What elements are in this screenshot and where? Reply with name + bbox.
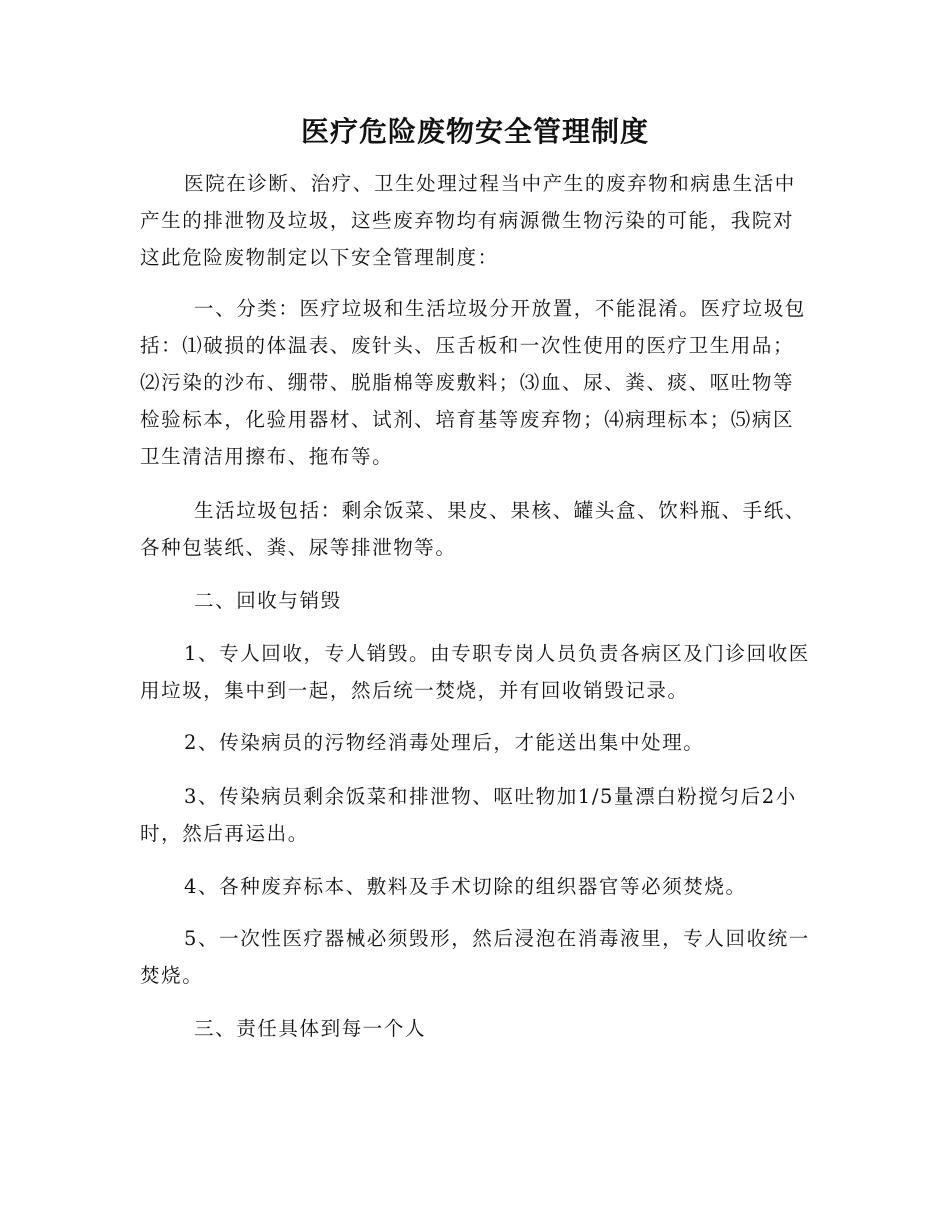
section-recycling-heading: 二、回收与销毁 bbox=[194, 589, 342, 612]
rule-1-paragraph: 1、专人回收，专人销毁。由专职专岗人员负责各病区及门诊回收医用垃圾，集中到一起，然后统一焚烧，并有回收销毁记录。 bbox=[140, 642, 810, 702]
intro-paragraph: 医院在诊断、治疗、卫生处理过程当中产生的废弃物和病患生活中产生的排泄物及垃圾，这些废弃物均有病源微生物污染的可能，我院对这此危险废物制定以下安全管理制度： bbox=[140, 172, 796, 269]
document-title: 医疗危险废物安全管理制度 bbox=[300, 115, 649, 148]
section-classification-paragraph: 一、分类：医疗垃圾和生活垃圾分开放置，不能混淆。医疗垃圾包括：⑴破损的体温表、废针头、压舌板和一次性使用的医疗卫生用品；⑵污染的沙布、绷带、脱脂棉等废敷料；⑶血、尿、粪、痰、呕吐物等检验标本，化验用器材、试剂、培育基等废弃物；⑷病理标本；⑸病区卫生清洁用擦布、拖布等。 bbox=[140, 297, 806, 468]
rule-3-paragraph: 3、传染病员剩余饭菜和排泄物、呕吐物加1/5量漂白粉搅匀后2小时，然后再运出。 bbox=[140, 785, 797, 845]
household-waste-paragraph: 生活垃圾包括：剩余饭菜、果皮、果核、罐头盒、饮料瓶、手纸、各种包装纸、粪、尿等排泄物等。 bbox=[140, 499, 806, 559]
section-responsibility-heading: 三、责任具体到每一个人 bbox=[194, 1017, 427, 1040]
rule-4-paragraph: 4、各种废弃标本、敷料及手术切除的组织器官等必须焚烧。 bbox=[184, 875, 747, 898]
rule-2-paragraph: 2、传染病员的污物经消毒处理后，才能送出集中处理。 bbox=[184, 731, 705, 754]
rule-5-paragraph: 5、一次性医疗器械必须毁形，然后浸泡在消毒液里，专人回收统一焚烧。 bbox=[140, 927, 810, 987]
